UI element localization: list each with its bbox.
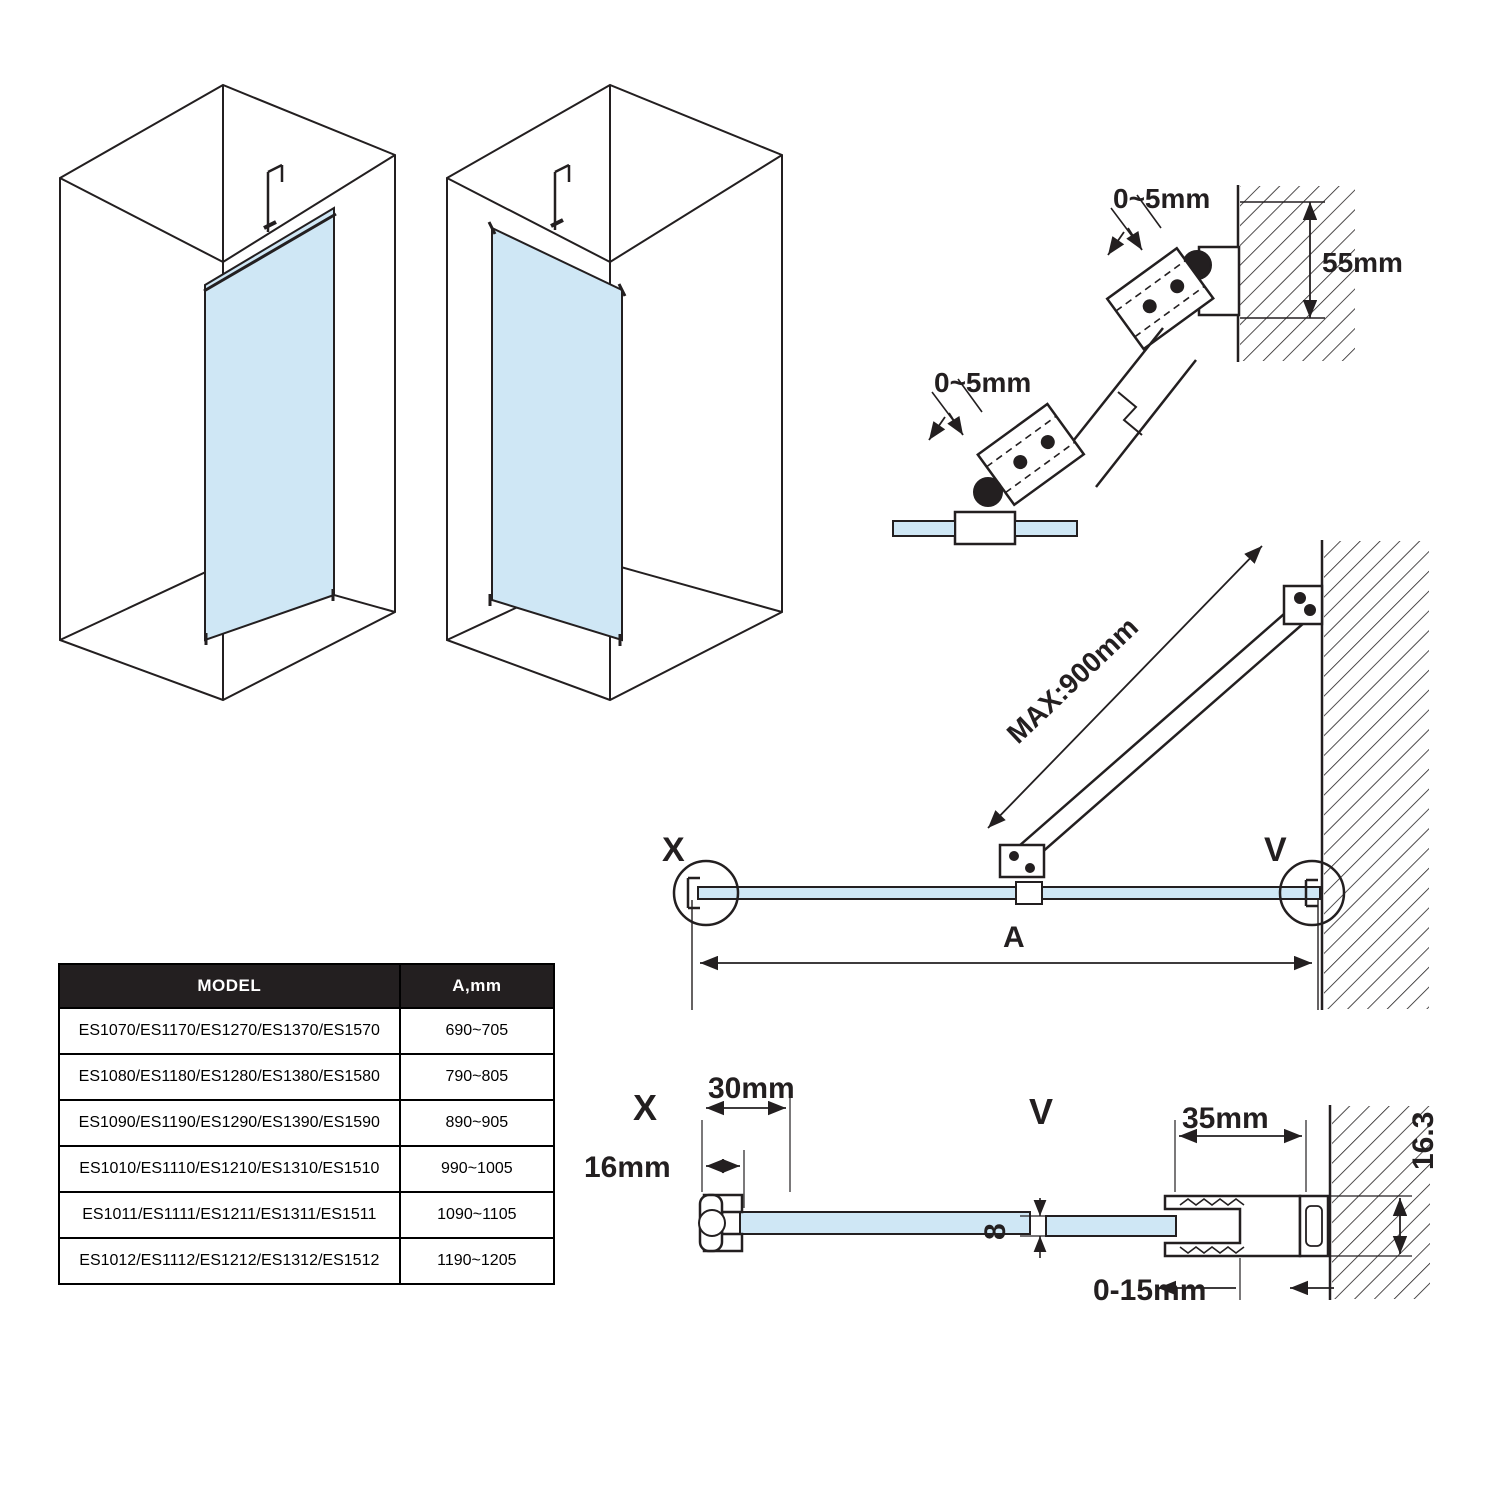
- header-a-mm: A,mm: [400, 964, 554, 1008]
- label-max-bar-length: MAX:900mm: [1000, 611, 1145, 750]
- label-wall-profile-width: 35mm: [1182, 1102, 1269, 1135]
- label-width-a: A: [1003, 921, 1025, 954]
- table-row: [59, 1238, 554, 1284]
- label-wall-plate-height: 55mm: [1322, 247, 1403, 278]
- cell-a: 1190~1205: [400, 1238, 554, 1284]
- cell-model: ES1011/ES1111/ES1211/ES1311/ES1511: [59, 1192, 400, 1238]
- table-row: [59, 1054, 554, 1100]
- label-glass-thickness: 8: [979, 1223, 1012, 1240]
- cell-a: 1090~1105: [400, 1192, 554, 1238]
- perspective-view-right: [447, 85, 782, 700]
- cell-model: ES1090/ES1190/ES1290/ES1390/ES1590: [59, 1100, 400, 1146]
- header-model: MODEL: [59, 964, 400, 1008]
- perspective-view-left: [60, 85, 395, 700]
- cell-a: 890~905: [400, 1100, 554, 1146]
- cell-a: 690~705: [400, 1008, 554, 1054]
- label-detail-v-plan: V: [1264, 831, 1287, 869]
- cell-model: ES1070/ES1170/ES1270/ES1370/ES1570: [59, 1008, 400, 1054]
- table-row: [59, 1100, 554, 1146]
- label-wall-profile-height: 16.3: [1407, 1111, 1440, 1170]
- label-gap-top: 0~5mm: [1113, 183, 1211, 214]
- cell-model: ES1010/ES1110/ES1210/ES1310/ES1510: [59, 1146, 400, 1192]
- label-detail-v-section: V: [1029, 1091, 1054, 1132]
- cell-model: ES1012/ES1112/ES1212/ES1312/ES1512: [59, 1238, 400, 1284]
- label-profile-inner: 16mm: [584, 1151, 671, 1184]
- plan-view-bar: [674, 540, 1429, 1010]
- table-row: [59, 1146, 554, 1192]
- table-row: [59, 1192, 554, 1238]
- label-gap-bottom: 0~5mm: [934, 367, 1032, 398]
- bracket-detail-top: [893, 185, 1355, 544]
- cell-model: ES1080/ES1180/ES1280/ES1380/ES1580: [59, 1054, 400, 1100]
- cell-a: 790~805: [400, 1054, 554, 1100]
- cell-a: 990~1005: [400, 1146, 554, 1192]
- label-detail-x-section: X: [633, 1087, 658, 1128]
- label-profile-depth: 30mm: [708, 1072, 795, 1105]
- model-spec-table: [58, 963, 555, 1285]
- label-detail-x-plan: X: [662, 831, 685, 869]
- table-header-row: [59, 964, 554, 1008]
- label-adjust-range: 0-15mm: [1093, 1274, 1207, 1307]
- table-row: [59, 1008, 554, 1054]
